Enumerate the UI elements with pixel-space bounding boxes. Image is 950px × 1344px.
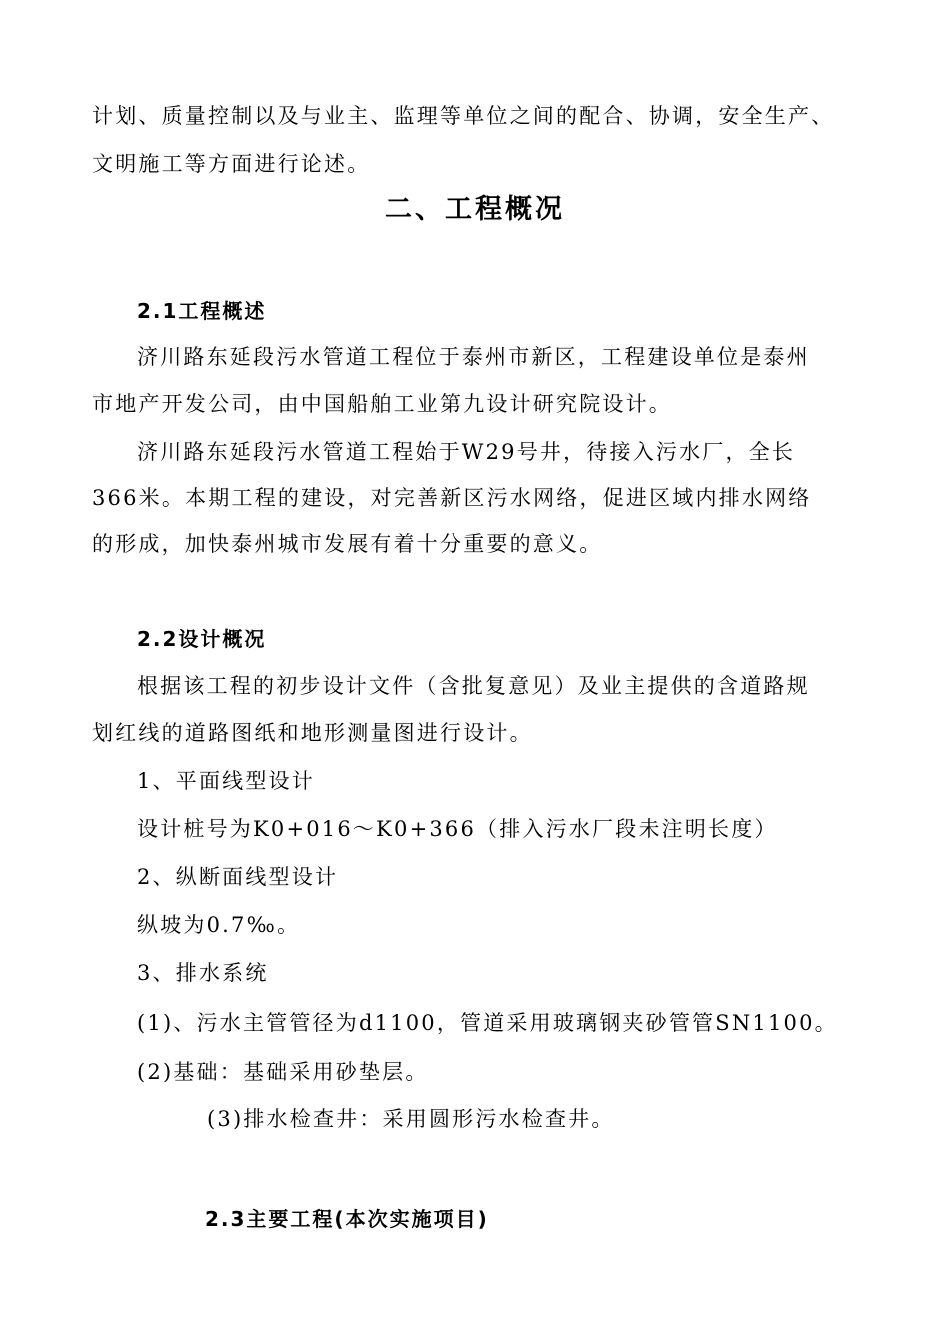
item-2-text: 纵坡为0.7‰。 — [137, 913, 301, 937]
section-2-1-heading: 2.1工程概述 — [137, 299, 267, 323]
section-2-1-p2-line-3: 的形成，加快泰州城市发展有着十分重要的意义。 — [92, 532, 603, 556]
item-1-title: 1、平面线型设计 — [137, 769, 315, 793]
chapter-title: 二、工程概况 — [385, 194, 565, 225]
intro-line-1: 计划、质量控制以及与业主、监理等单位之间的配合、协调，安全生产、 — [92, 104, 835, 128]
section-2-1-p2-line-2: 366米。本期工程的建设，对完善新区污水网络，促进区域内排水网络 — [92, 486, 812, 510]
section-2-1-p1-line-2: 市地产开发公司，由中国船舶工业第九设计研究院设计。 — [92, 392, 672, 416]
section-2-1-p1-line-1: 济川路东延段污水管道工程位于泰州市新区，工程建设单位是泰州 — [137, 345, 810, 369]
item-2-title: 2、纵断面线型设计 — [137, 865, 339, 889]
section-2-3-heading: 2.3主要工程(本次实施项目) — [205, 1207, 489, 1231]
item-3-sub-1: (1)、污水主管管径为d1100，管道采用玻璃钢夹砂管管SN1100。 — [137, 1011, 838, 1035]
section-2-2-p1-line-2: 划红线的道路图纸和地形测量图进行设计。 — [92, 721, 533, 745]
item-3-sub-2: (2)基础：基础采用砂垫层。 — [137, 1060, 429, 1084]
intro-line-2: 文明施工等方面进行论述。 — [92, 152, 371, 176]
item-3-sub-3: (3)排水检查井：采用圆形污水检查井。 — [207, 1107, 615, 1131]
item-1-text: 设计桩号为K0+016～K0+366（排入污水厂段未注明长度） — [137, 817, 778, 841]
section-2-2-p1-line-1: 根据该工程的初步设计文件（含批复意见）及业主提供的含道路规 — [137, 674, 810, 698]
item-3-title: 3、排水系统 — [137, 961, 269, 985]
section-2-2-heading: 2.2设计概况 — [137, 627, 267, 651]
section-2-1-p2-line-1: 济川路东延段污水管道工程始于W29号井，待接入污水厂，全长 — [137, 440, 796, 464]
